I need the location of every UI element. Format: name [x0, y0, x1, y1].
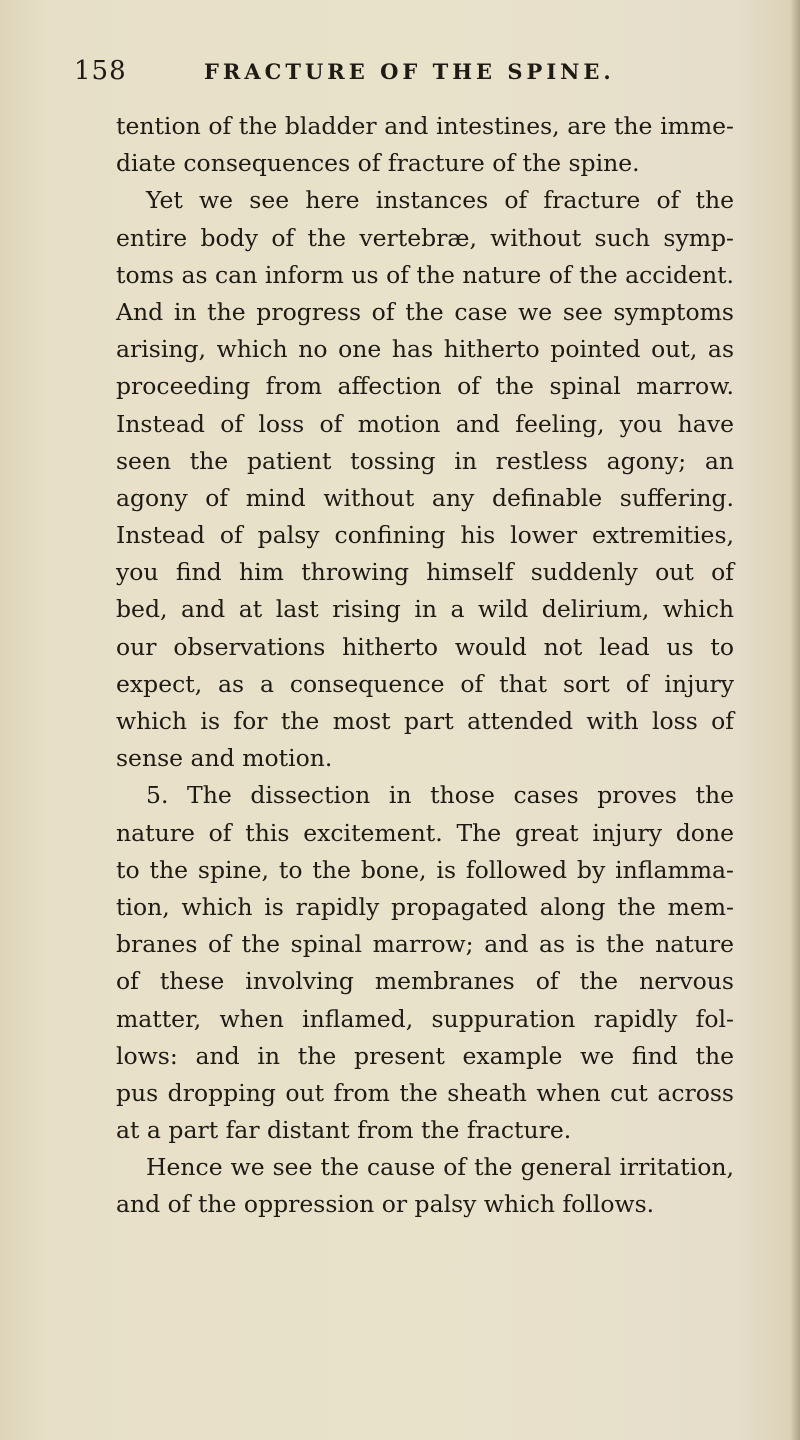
- text-line: at a part far distant from the fracture.: [116, 1116, 572, 1145]
- text-line: pus dropping out from the sheath when cut across: [116, 1078, 734, 1107]
- page-edge-shadow: [790, 0, 800, 1440]
- body-text: [116, 108, 734, 1224]
- text-line: and of the oppression or palsy which follows.: [116, 1190, 655, 1219]
- text-line: Instead of palsy confining his lower extremities,: [116, 521, 734, 550]
- text-line: diate consequences of fracture of the spine.: [116, 149, 640, 178]
- text-line: you find him throwing himself suddenly out of: [116, 558, 734, 587]
- text-line: entire body of the vertebræ, without such symp-: [116, 223, 734, 252]
- text-line: Yet we see here instances of fracture of the: [146, 186, 734, 215]
- text-line: agony of mind without any definable suffering.: [116, 483, 734, 512]
- text-line: And in the progress of the case we see symptoms: [116, 297, 734, 326]
- text-line: to the spine, to the bone, is followed by inflamma-: [116, 855, 734, 884]
- text-line: bed, and at last rising in a wild delirium, which: [116, 595, 734, 624]
- page-number: 158: [74, 56, 127, 86]
- text-line: 5. The dissection in those cases proves the: [146, 781, 734, 810]
- text-line: Hence we see the cause of the general irritation,: [146, 1153, 734, 1182]
- text-line: tention of the bladder and intestines, are the imme-: [116, 112, 734, 140]
- text-line: seen the patient tossing in restless agony; an: [116, 446, 734, 475]
- text-line: nature of this excitement. The great injury done: [116, 818, 734, 847]
- text-line: branes of the spinal marrow; and as is the nature: [116, 930, 734, 959]
- text-line: which is for the most part attended with loss of: [116, 707, 734, 735]
- text-line: our observations hitherto would not lead us to: [116, 632, 734, 661]
- text-line: matter, when inflamed, suppuration rapidly fol-: [116, 1004, 734, 1033]
- running-title: FRACTURE OF THE SPINE.: [204, 59, 615, 84]
- running-head: [74, 56, 734, 92]
- text-line: tion, which is rapidly propagated along the mem-: [116, 892, 734, 921]
- text-line: proceeding from affection of the spinal marrow.: [116, 372, 734, 401]
- text-line: arising, which no one has hitherto pointed out, as: [116, 335, 734, 364]
- text-line: sense and motion.: [116, 744, 333, 773]
- text-line: toms as can inform us of the nature of the accident.: [116, 260, 734, 289]
- text-line: of these involving membranes of the nervous: [116, 967, 734, 996]
- text-line: lows: and in the present example we find the: [116, 1041, 734, 1070]
- text-line: expect, as a consequence of that sort of injury: [116, 669, 734, 698]
- text-line: Instead of loss of motion and feeling, you have: [116, 409, 734, 438]
